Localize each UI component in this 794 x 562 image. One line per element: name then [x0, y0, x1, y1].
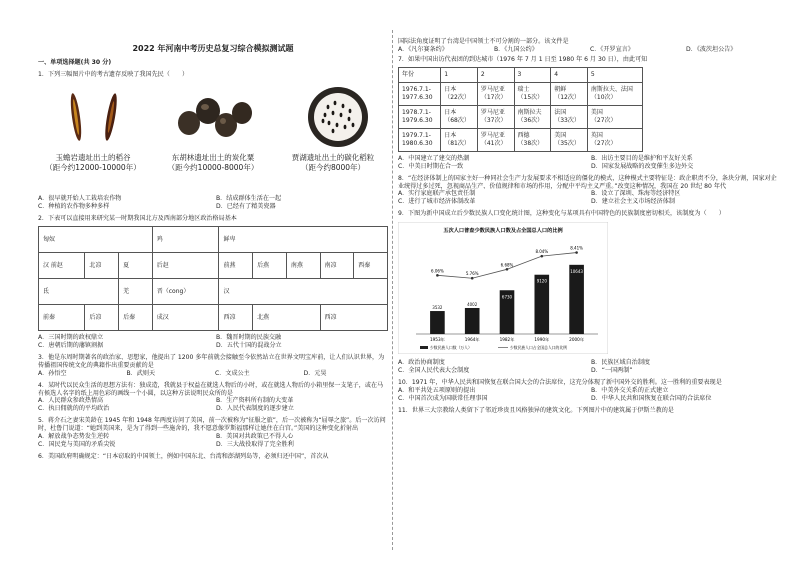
- option-a[interactable]: A．《凡尔赛条约》: [398, 45, 448, 53]
- table-cell: 汉 前赵: [39, 253, 85, 279]
- question-stem: 8．“在经济体制上的国家主好一种同社会生产力发展要求不相适应的僵化的模式，这种模式主要特征是：政企职责不分，条块分割，国家对企业统得过多过死，忽视商品生产、价值规律和市场的作用，分配中平均主义严重。”改变这种情况，我国在 20 世纪 80 年代: [398, 174, 777, 190]
- chart-bar: [430, 311, 445, 334]
- option-d[interactable]: D．人民代表制度的逐步建立: [216, 405, 294, 413]
- question-stem: 2．下表可以直接用来研究某一时期我国北方及西南部分地区政治格局基本: [38, 215, 237, 223]
- table-cell: 西秦: [354, 253, 388, 279]
- bar-data-label: 10643: [570, 269, 583, 275]
- option-b[interactable]: B．《九国公约》: [494, 45, 538, 53]
- option-b[interactable]: B．中美外交关系的正式建立: [591, 386, 669, 394]
- option-a[interactable]: A．人民群众参政热情高: [38, 397, 104, 405]
- visit-table: [398, 67, 643, 152]
- option-a[interactable]: A．政治协商制度: [398, 359, 445, 367]
- option-d[interactable]: D．五代十国的混战分立: [216, 341, 282, 349]
- question-stem: 10．1971 年，中华人民共和国恢复在联合国大会的合法席位，这充分体现了新中国外交的胜利。这一胜利的重要表现是: [398, 378, 722, 386]
- table-cell: 西凉: [320, 305, 388, 331]
- percentage-label: 6.68%: [500, 262, 514, 268]
- chart-bar: [569, 265, 584, 334]
- figure-carbonized-rice: [278, 85, 388, 195]
- option-d[interactable]: D．国家发展战略的改变催生多边外交: [591, 162, 694, 170]
- table-row: [399, 105, 643, 128]
- option-c[interactable]: C．进行了城市经济体制改革: [398, 198, 476, 206]
- table-cell: 后赵: [152, 253, 219, 279]
- table-cell: 法国 （33次）: [551, 105, 588, 128]
- table-cell: 前燕: [219, 253, 253, 279]
- right-column: [398, 38, 778, 415]
- bar-data-label: 9120: [536, 278, 547, 284]
- option-d[interactable]: D．《波茨坦公告》: [686, 45, 737, 53]
- table-cell: 氐: [39, 279, 119, 305]
- option-c[interactable]: C．文成公主: [215, 369, 250, 377]
- question-3: [38, 354, 388, 378]
- option-c[interactable]: C．中国首次成为国联常任理事国: [398, 394, 488, 402]
- table-cell: 罗马尼亚 （41次）: [477, 128, 514, 151]
- table-cell: 南凉: [320, 253, 354, 279]
- table-cell: 北凉: [85, 253, 119, 279]
- options: [398, 359, 778, 375]
- question-stem: 3．他是东周时期著名的政治家、思想家，他提出了 1200 多年前就会接触至今依然站立在世界文明宝库前，让人们认识世界，为传播祖国传统文化的典籍作出重要贡献的是: [38, 353, 385, 369]
- table-cell: 鲜卑: [219, 227, 388, 253]
- option-d[interactable]: D．已经有了精美瓷器: [216, 203, 276, 211]
- rice-grains-image: [43, 85, 143, 147]
- option-b[interactable]: B．魏晋时期的民族交融: [216, 334, 282, 341]
- option-a[interactable]: A．解放战争态势发生逆转: [38, 433, 110, 441]
- option-a[interactable]: A．孙悟空: [38, 369, 67, 377]
- question-5: [38, 417, 388, 449]
- table-cell: 罗马尼亚 （17次）: [477, 82, 514, 105]
- table-cell: 英国 （27次）: [587, 128, 642, 151]
- population-chart: [398, 222, 608, 354]
- table-cell: 日本 （68次）: [441, 105, 478, 128]
- question-stem: 5．蒋介石之妻宋美龄在 1945 年和 1948 年两度访问了美国，前一次被称为“征服之旅”，后一次被称为“屈辱之旅”。后一次访问时，杜鲁门说道：“她到美国来，是为了得到一些施舍的，我不愿意像罗斯福那样让她住在白宫。”美国的这种变化折射出: [38, 417, 386, 433]
- option-d[interactable]: D．三大战役取得了完全胜利: [216, 441, 294, 449]
- table-cell: 后燕: [253, 253, 287, 279]
- option-a[interactable]: A．三国时期的政权鼎立: [38, 334, 104, 341]
- table-cell: 南燕: [286, 253, 320, 279]
- table-cell: 夏: [119, 253, 153, 279]
- table-row: [399, 82, 643, 105]
- table-cell: 朝鲜 （12次）: [551, 82, 588, 105]
- table-cell: 后凉: [85, 305, 119, 331]
- table-cell: 1979.7.1- 1980.6.30: [399, 128, 441, 151]
- figure-rice: [38, 85, 148, 195]
- table-cell: 南斯拉夫、法国 （10次）: [587, 82, 642, 105]
- option-b[interactable]: B．结成群体生活在一起: [216, 195, 282, 203]
- x-tick-label: 1953年: [429, 337, 445, 343]
- carbonized-rice-image: [283, 85, 383, 147]
- x-tick-label: 2000年: [569, 337, 585, 343]
- option-d[interactable]: D．元昊: [303, 369, 327, 377]
- table-header: 年份: [399, 67, 441, 82]
- table-cell: 北燕: [253, 305, 320, 331]
- question-stem: 4．某时代以民众生活的思想方法有：独成造，我就县于权益在就选人物后的小时，或在就选人物后的小箱里保一支笔子，或在马有候选人名字的纸上用色彩的画线一个小圆，以这种方法说明民众所的是: [38, 381, 384, 397]
- question-7: [398, 56, 778, 171]
- table-cell: 后秦: [119, 305, 153, 331]
- figure-caption: 东胡林遗址出土的炭化粟 （距今约10000-8000年）: [167, 153, 259, 173]
- legend-label-line: 少数民族人口占全国总人口的比例: [510, 345, 567, 351]
- table-cell: 晋（cong）: [152, 279, 219, 305]
- bar-data-label: 4002: [467, 302, 478, 308]
- question-6-stem: 6．美国政府明确规定：“日本窃取的中国领土，例如中国东北、台湾和澎湖列岛等，必须归还中国”，首次从: [38, 452, 329, 460]
- option-c[interactable]: C．全国人民代表大会制度: [398, 367, 470, 375]
- table-cell: 1976.7.1- 1977.6.30: [399, 82, 441, 105]
- table-header: 1: [441, 67, 478, 82]
- options: [38, 334, 388, 350]
- bar-data-label: 6730: [501, 294, 513, 300]
- legend-label-bars: 少数民族人口数（万人）: [430, 345, 472, 351]
- table-header: 2: [477, 67, 514, 82]
- figure-caption: 贾湖遗址出土的碳化稻粒 （距今约8000年）: [291, 153, 375, 173]
- table-cell: 罗马尼亚 （37次）: [477, 105, 514, 128]
- option-d[interactable]: D．建立社会主义市场经济体制: [591, 198, 675, 206]
- question-10: [398, 379, 778, 403]
- question-8: [398, 175, 778, 207]
- options: [398, 46, 778, 54]
- option-a[interactable]: A．很早就开始人工栽培农作物: [38, 195, 122, 203]
- table-cell: 前秦: [39, 305, 85, 331]
- question-6-continued: 国际法角度证明了台湾是中国领土不可分割的一部分。该文件是: [398, 38, 569, 45]
- options: [38, 195, 388, 211]
- option-b[interactable]: B．武则天: [126, 369, 156, 377]
- table-cell: 瑞士 （15次）: [514, 82, 551, 105]
- question-stem: 9．下图为新中国成立后少数民族人口变化统计图，这种变化与某项具有中国特色的民族制度密切相关，该制度为（ ）: [398, 210, 725, 218]
- option-d[interactable]: D．中华人民共和国恢复在联合国的合法席位: [591, 394, 712, 402]
- question-2: [38, 215, 388, 350]
- page-title: 2022 年河南中考历史总复习综合模拟测试题: [132, 44, 294, 53]
- table-cell: 美国 （35次）: [551, 128, 588, 151]
- dynasty-table: [38, 226, 388, 331]
- table-cell: 羌: [119, 279, 153, 305]
- table-cell: 南斯拉夫 （36次）: [514, 105, 551, 128]
- table-row: [399, 128, 643, 151]
- percentage-point: [541, 255, 544, 258]
- options: [398, 190, 778, 206]
- question-11-stem: 11．世界三大宗教给人类留下了邻近珍贵且风格独异的建筑文化。下列图片中的建筑属于伊斯兰教的是: [398, 406, 674, 414]
- question-1: [38, 71, 388, 211]
- chart-bar: [465, 308, 480, 334]
- option-c[interactable]: C．种植的农作物多种多样: [38, 203, 110, 211]
- option-c[interactable]: C．《开罗宣言》: [590, 45, 634, 53]
- option-a[interactable]: A．和平共处五项原则的提出: [398, 386, 476, 394]
- options: [38, 433, 388, 449]
- percentage-label: 6.06%: [431, 268, 444, 274]
- option-c[interactable]: C．唐朝后期的藩镇割据: [38, 341, 104, 349]
- question-stem: 1．下列三幅图片中的考古遗存反映了我国先民（ ）: [38, 71, 189, 79]
- table-header: 5: [587, 67, 642, 82]
- options: [38, 370, 388, 378]
- column-divider: [392, 30, 393, 550]
- option-b[interactable]: B．出访主要目的是维护和平友好关系: [591, 154, 693, 162]
- table-cell: 日本 （81次）: [441, 128, 478, 151]
- option-b[interactable]: B．美国对共政策已不得人心: [216, 433, 294, 441]
- table-cell: 西凉: [219, 305, 253, 331]
- percentage-label: 8.41%: [570, 245, 583, 251]
- legend-swatch-bars: [420, 346, 428, 349]
- question-4: [38, 382, 388, 414]
- options: [398, 155, 778, 171]
- table-header: 3: [514, 67, 551, 82]
- option-d[interactable]: D．“一国两制”: [591, 367, 633, 375]
- option-b[interactable]: B．民族区域自治制度: [591, 359, 651, 367]
- x-tick-label: 1982年: [499, 337, 515, 343]
- option-c[interactable]: C．执日佣就的的平均政治: [38, 405, 110, 413]
- percentage-point: [506, 268, 509, 271]
- percentage-point: [575, 251, 578, 254]
- table-cell: 美国 （27次）: [587, 105, 642, 128]
- section-heading: 一、单项选择题(共 30 分): [38, 59, 112, 67]
- figure-millet: [158, 85, 268, 195]
- option-a[interactable]: A．中国建立了建交的热潮: [398, 154, 470, 162]
- question-stem: 7．如果中国出访代表团的到达城市（1976 年 7 月 1 日至 1980 年 6 月 30 日），由此可知: [398, 55, 648, 63]
- table-header: 4: [551, 67, 588, 82]
- bar-data-label: 3532: [432, 305, 443, 311]
- table-cell: 日本 （22次）: [441, 82, 478, 105]
- option-b[interactable]: B．设立了深圳、珠海等经济特区: [591, 190, 681, 198]
- x-tick-label: 1990年: [534, 337, 550, 343]
- percentage-label: 5.76%: [465, 271, 479, 277]
- option-c[interactable]: C．中美日时期在合一致: [398, 162, 464, 170]
- option-a[interactable]: A．实行家庭联产承包责任制: [398, 190, 476, 198]
- percentage-point: [436, 274, 439, 277]
- millet-grains-image: [163, 85, 263, 147]
- percentage-point: [471, 277, 474, 280]
- options: [38, 397, 388, 413]
- percentage-label: 8.04%: [535, 249, 549, 255]
- question-9: [398, 210, 778, 375]
- table-cell: 汉: [219, 279, 388, 305]
- table-cell: 西德 （38次）: [514, 128, 551, 151]
- table-cell: 成汉: [152, 305, 219, 331]
- left-column: [38, 0, 388, 461]
- chart-title: 五次人口普查少数民族人口数及占全国总人口的比例: [443, 228, 563, 235]
- options: [398, 387, 778, 403]
- option-c[interactable]: C．国民党与美国的矛盾尖锐: [38, 441, 116, 449]
- x-tick-label: 1964年: [464, 337, 480, 343]
- option-b[interactable]: B．生产资料所有制的大变革: [216, 397, 294, 405]
- table-cell: 匈奴: [39, 227, 153, 253]
- table-cell: 1978.7.1- 1979.6.30: [399, 105, 441, 128]
- figure-row: [38, 85, 388, 195]
- table-cell: 鸡: [152, 227, 219, 253]
- figure-caption: 玉蟾岩遗址出土的稻谷 （距今约12000-10000年）: [45, 153, 141, 173]
